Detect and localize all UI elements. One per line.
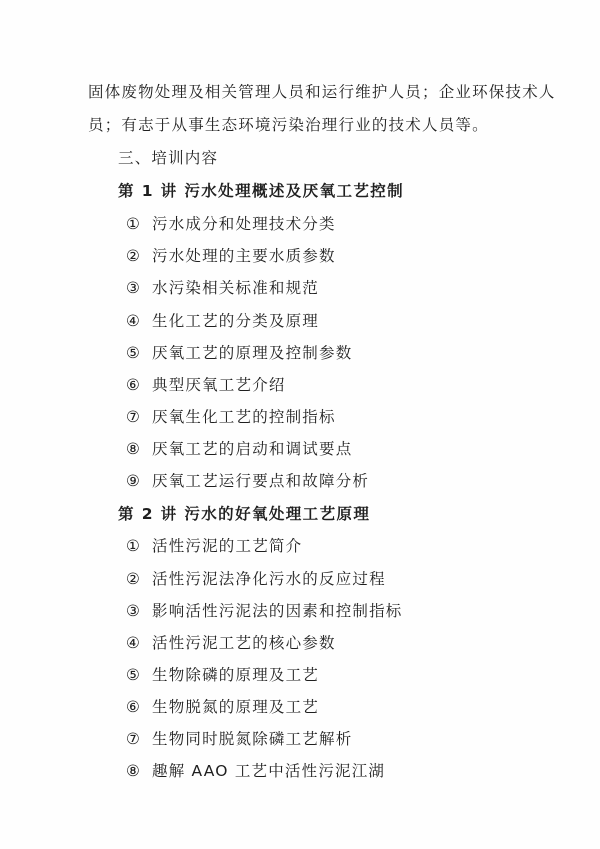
list-item xyxy=(126,407,336,427)
list-item xyxy=(126,439,352,459)
item-number: ① xyxy=(126,215,142,233)
item-number: ⑤ xyxy=(126,344,142,362)
intro-line-2: 员；有志于从事生态环境污染治理行业的技术人员等。 xyxy=(88,116,489,134)
item-number: ⑥ xyxy=(126,698,142,716)
section-heading: 三、培训内容 xyxy=(118,149,219,167)
list-item xyxy=(126,601,403,621)
item-text: 活性污泥法净化污水的反应过程 xyxy=(152,570,386,588)
list-item xyxy=(126,569,386,589)
list-item xyxy=(126,214,336,234)
lecture-2-title: 第 2 讲 污水的好氧处理工艺原理 xyxy=(118,505,371,523)
list-item xyxy=(126,729,352,749)
item-number: ② xyxy=(126,570,142,588)
lecture-1-title: 第 1 讲 污水处理概述及厌氧工艺控制 xyxy=(118,182,405,200)
item-text: 趣解 AAO 工艺中活性污泥江湖 xyxy=(152,762,386,780)
item-text: 厌氧工艺的启动和调试要点 xyxy=(152,440,353,458)
item-text: 典型厌氧工艺介绍 xyxy=(152,376,286,394)
list-item xyxy=(126,761,385,781)
item-number: ① xyxy=(126,537,142,555)
list-item xyxy=(126,665,319,685)
item-text: 水污染相关标准和规范 xyxy=(152,279,320,297)
item-number: ④ xyxy=(126,312,142,330)
item-text: 生物同时脱氮除磷工艺解析 xyxy=(152,730,353,748)
item-number: ⑧ xyxy=(126,762,142,780)
item-number: ⑧ xyxy=(126,440,142,458)
list-item xyxy=(126,633,336,653)
list-item xyxy=(126,375,286,395)
list-item xyxy=(126,311,319,331)
list-item xyxy=(126,536,302,556)
item-text: 活性污泥的工艺简介 xyxy=(152,537,303,555)
item-text: 厌氧工艺运行要点和故障分析 xyxy=(152,472,370,490)
item-number: ④ xyxy=(126,634,142,652)
item-number: ⑦ xyxy=(126,730,142,748)
item-text: 生物除磷的原理及工艺 xyxy=(152,666,320,684)
list-item xyxy=(126,246,336,266)
item-text: 污水成分和处理技术分类 xyxy=(152,215,336,233)
item-number: ⑦ xyxy=(126,408,142,426)
item-text: 活性污泥工艺的核心参数 xyxy=(152,634,336,652)
item-text: 污水处理的主要水质参数 xyxy=(152,247,336,265)
item-text: 影响活性污泥法的因素和控制指标 xyxy=(152,602,403,620)
intro-line-1: 固体废物处理及相关管理人员和运行维护人员；企业环保技术人 xyxy=(88,83,556,101)
item-number: ⑨ xyxy=(126,472,142,490)
item-number: ② xyxy=(126,247,142,265)
item-text: 厌氧工艺的原理及控制参数 xyxy=(152,344,353,362)
item-number: ⑥ xyxy=(126,376,142,394)
item-text: 生化工艺的分类及原理 xyxy=(152,312,320,330)
list-item xyxy=(126,278,319,298)
list-item xyxy=(126,697,319,717)
item-text: 生物脱氮的原理及工艺 xyxy=(152,698,320,716)
item-number: ③ xyxy=(126,279,142,297)
item-number: ⑤ xyxy=(126,666,142,684)
list-item xyxy=(126,343,352,363)
item-number: ③ xyxy=(126,602,142,620)
item-text: 厌氧生化工艺的控制指标 xyxy=(152,408,336,426)
list-item xyxy=(126,471,369,491)
